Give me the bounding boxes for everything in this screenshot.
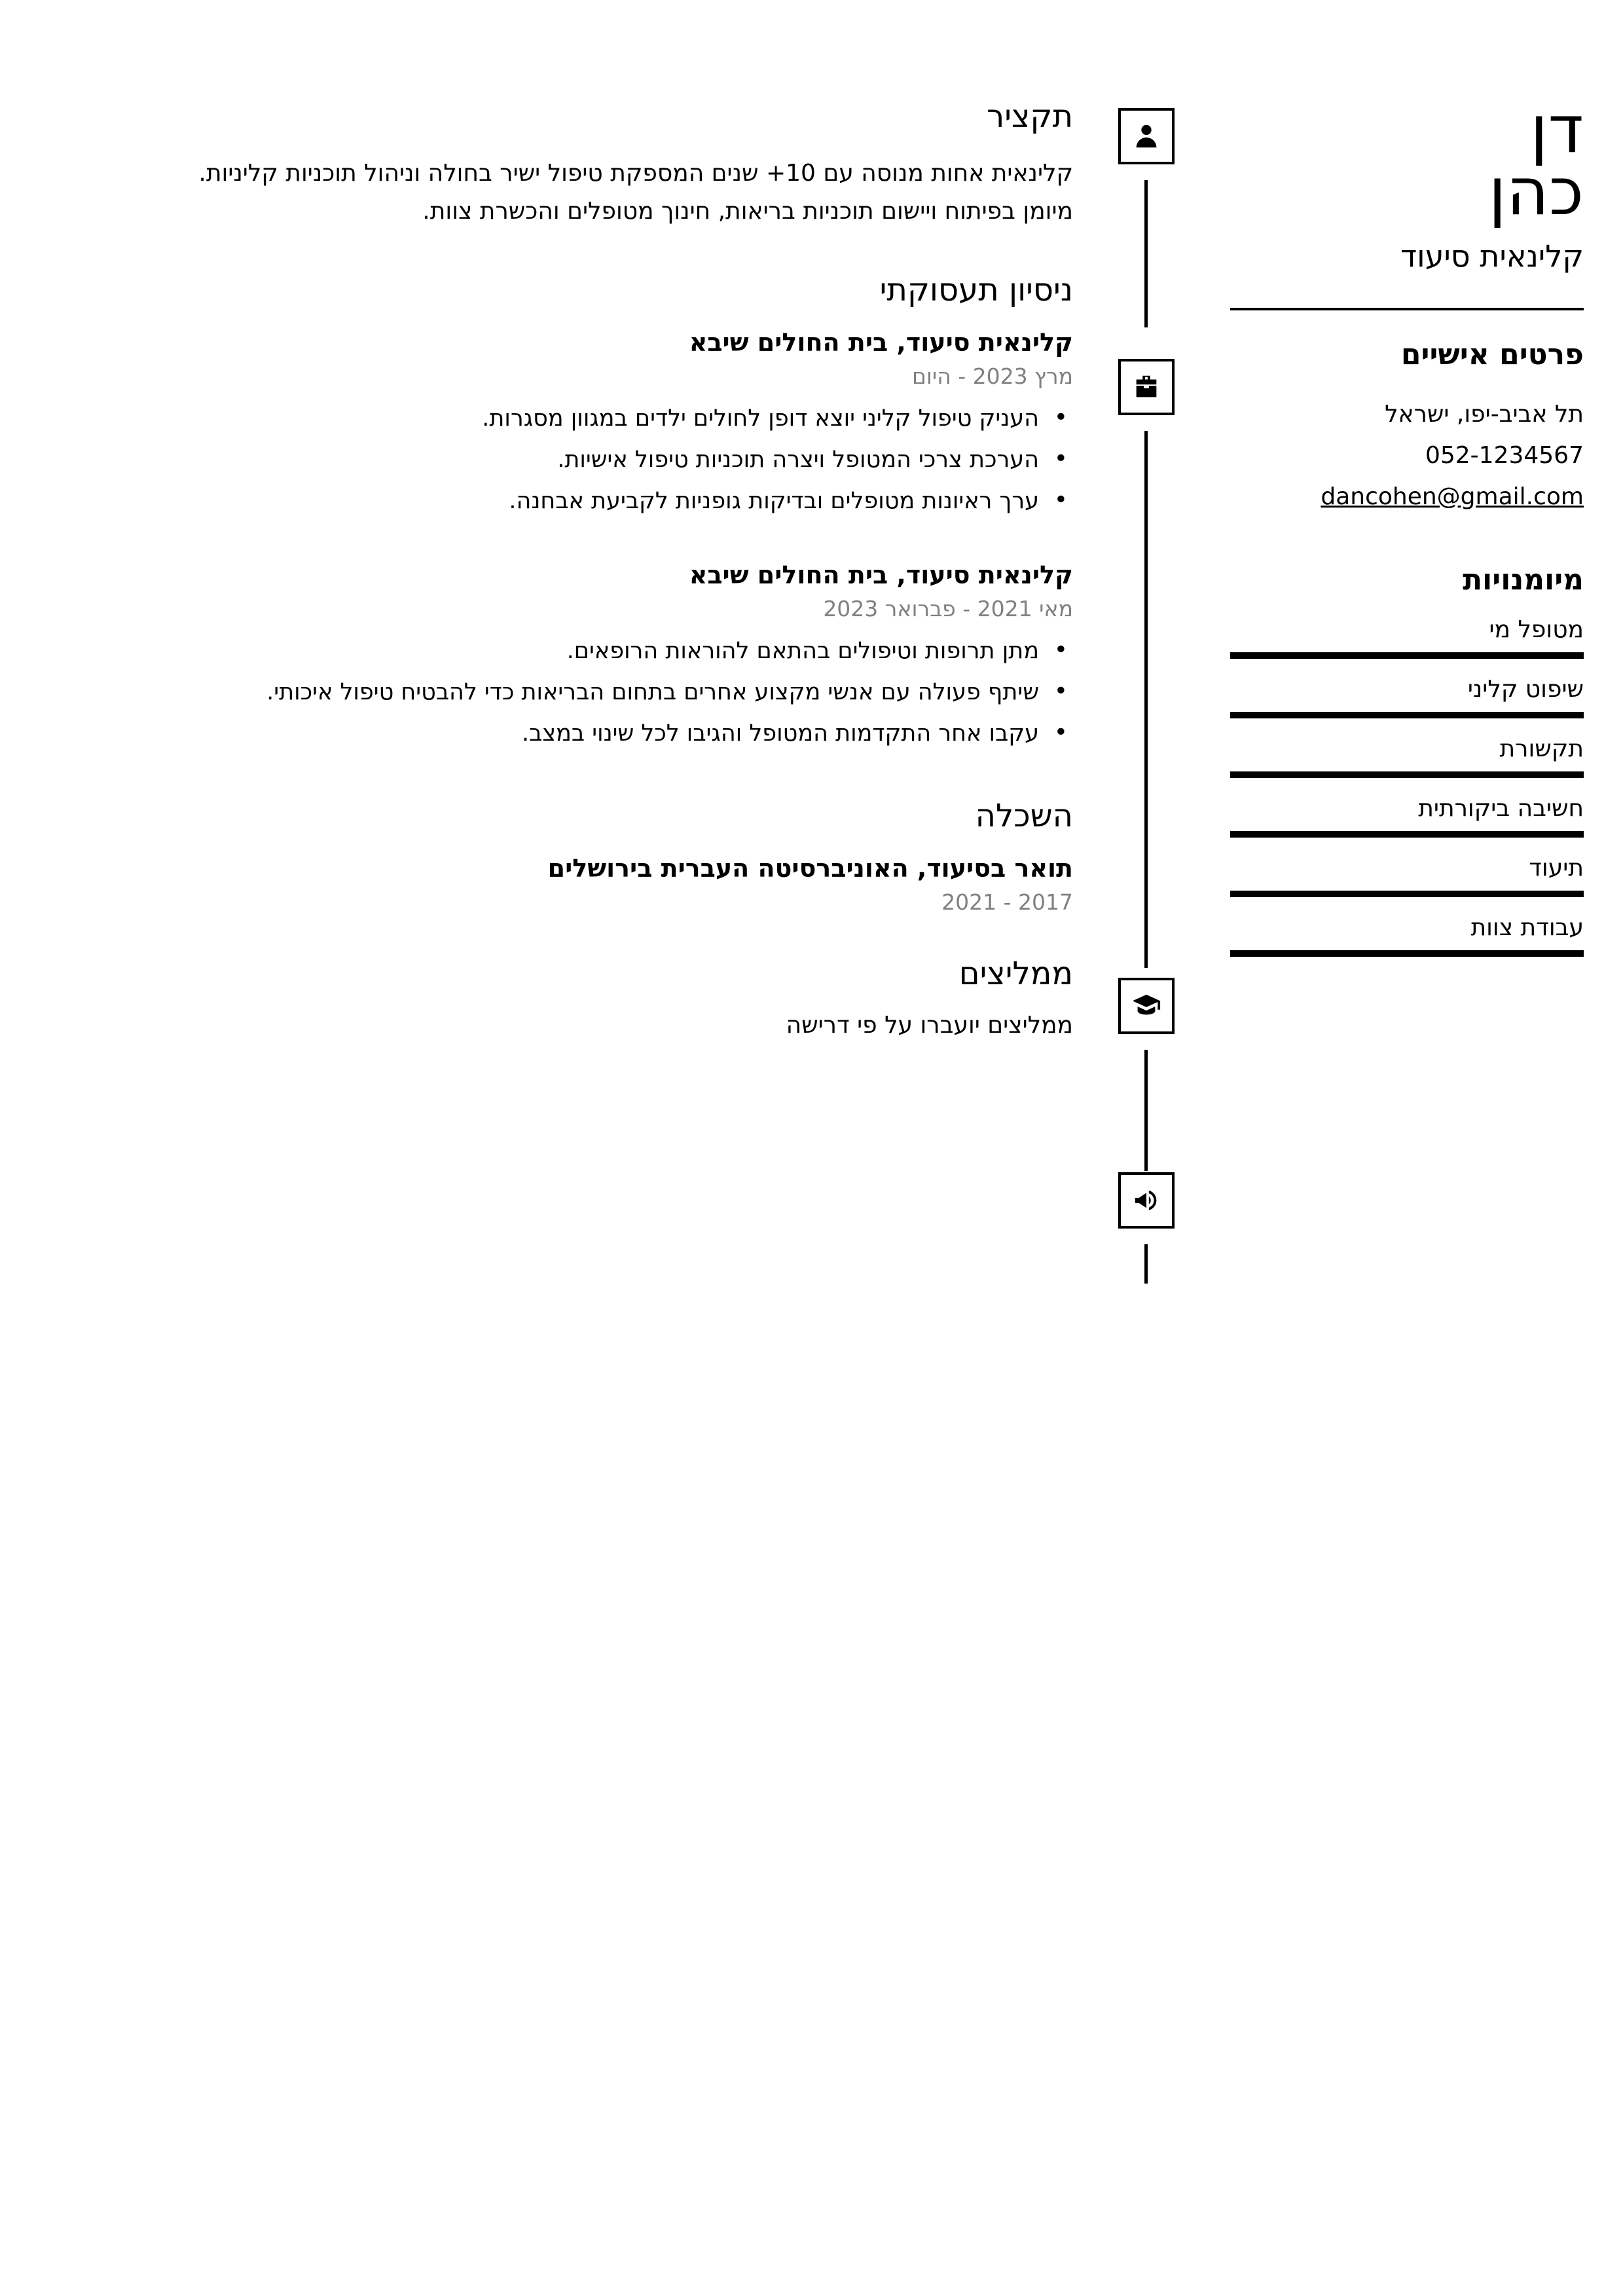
experience-role: קלינאית סיעוד, בית החולים שיבא [689,327,1073,357]
skill-label: תקשורת [1499,735,1584,762]
experience-dates: מרץ 2023 - היום [911,363,1073,389]
experience-dates: מאי 2021 - פברואר 2023 [823,595,1073,621]
experience-role: קלינאית סיעוד, בית החולים שיבא [689,560,1073,589]
experience-title: ניסיון תעסוקתי [879,271,1073,308]
spacer [164,915,1073,955]
skill-bar [1230,950,1584,957]
summary-text: קלינאית אחות מנוסה עם 10+ שנים המספקת טיפול ישיר בחולה וניהול תוכניות קליניות. מיומן בפיתוח ויישום תוכניות בריאות, חינוך מטופלים והכשרת צוות. [198,160,1073,225]
job-title: קלינאית סיעוד [1400,238,1584,274]
list-item: • שיתף פעולה עם אנשי מקצוע אחרים בתחום הבריאות כדי להבטיח טיפול איכותי. [164,675,1073,711]
education-title: השכלה [975,798,1073,835]
sidebar-divider [1230,308,1584,310]
personal-details-heading: פרטים אישיים [1400,338,1584,371]
graduation-cap-icon [1118,978,1175,1034]
skill-bar [1230,771,1584,778]
section-references [164,955,1073,1039]
briefcase-icon [1118,359,1175,415]
skill-label: חשיבה ביקורתית [1418,795,1584,822]
experience-bullets [164,633,1073,752]
sidebar [1204,0,1623,974]
experience-entry [164,328,1073,520]
skill-entry [1230,616,1584,659]
section-experience [164,272,1073,752]
list-item: • ערך ראיונות מטופלים ובדיקות גופניות לקביעת אבחנה. [164,483,1073,519]
timeline-segment [1144,180,1148,327]
timeline-segment [1144,431,1148,968]
list-item: • עקבו אחר התקדמות המטופל והגיבו לכל שינוי במצב. [164,716,1073,752]
main-column [0,0,1073,1039]
first-name: דן [1530,91,1584,168]
contact-email[interactable]: dancohen@gmail.com [1321,483,1584,510]
skill-entry [1230,914,1584,957]
education-degree: תואר בסיעוד, האוניברסיטה העברית בירושלים [547,854,1073,883]
spacer [164,231,1073,272]
timeline-segment [1144,1050,1148,1171]
skill-entry [1230,795,1584,838]
skill-label: שיפוט קליני [1467,676,1584,703]
skill-label: מטופל מי [1489,616,1584,643]
references-title: ממליצים [958,955,1073,993]
list-item: • הערכת צרכי המטופל ויצרה תוכניות טיפול אישיות. [164,442,1073,478]
skill-label: תיעוד [1529,855,1584,881]
contact-location: תל אביב-יפו, ישראל [1385,401,1584,428]
spacer [164,525,1073,547]
contact-phone[interactable]: 052-1234567 [1425,442,1584,469]
skills-heading: מיומנויות [1463,563,1584,597]
skill-entry [1230,676,1584,718]
skill-bar [1230,831,1584,838]
name-block [1230,91,1584,230]
experience-bullets [164,401,1073,520]
skill-bar [1230,712,1584,718]
list-item: • מתן תרופות וטיפולים בהתאם להוראות הרופאים. [164,633,1073,669]
last-name: כהן [1488,153,1584,230]
list-item: • העניק טיפול קליני יוצא דופן לחולים ילדים במגוון מסגרות. [164,401,1073,437]
section-education [164,798,1073,915]
skill-entry [1230,855,1584,897]
skill-label: עבודת צוות [1470,914,1584,941]
spacer [164,757,1073,798]
skill-entry [1230,735,1584,778]
references-text: ממליצים יועברו על פי דרישה [786,1012,1073,1039]
skill-bar [1230,891,1584,897]
skill-bar [1230,652,1584,659]
megaphone-icon [1118,1172,1175,1229]
person-icon [1118,108,1175,164]
timeline-segment [1144,1244,1148,1284]
timeline-column [1073,0,1204,2296]
education-dates: 2017 - 2021 [941,889,1073,916]
experience-entry [164,561,1073,752]
section-summary [164,98,1073,231]
summary-title: תקציר [987,98,1073,135]
